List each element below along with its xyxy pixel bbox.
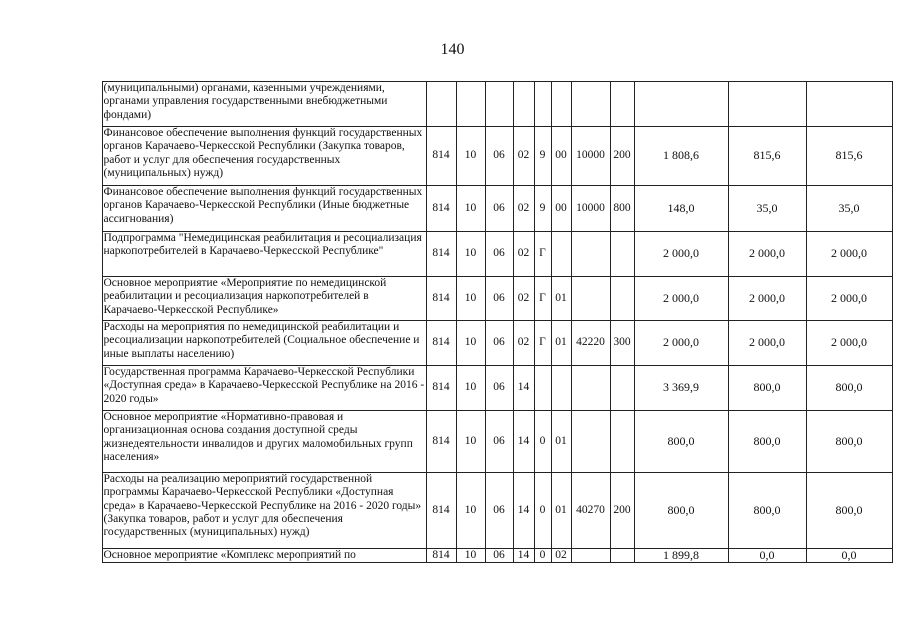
ved-cell: 814 [426,473,456,549]
ved-cell: 814 [426,127,456,186]
subprogram-code-cell: 0 [534,473,551,549]
amount-year3-cell: 800,0 [806,473,892,549]
expense-type-cell: 200 [610,127,634,186]
table-row [80,232,892,277]
expense-type-cell [610,411,634,473]
subprogram-code-cell [534,82,551,127]
section-cell: 10 [456,127,485,186]
direction-code-cell [571,549,610,563]
program-code-cell: 02 [513,186,534,232]
program-code-cell [513,82,534,127]
amount-year1-cell [634,82,728,127]
section-cell: 10 [456,186,485,232]
subprogram-code-cell: Г [534,277,551,321]
subprogram-code-cell: Г [534,232,551,277]
amount-year1-cell: 148,0 [634,186,728,232]
program-code-cell: 02 [513,127,534,186]
program-code-cell: 14 [513,366,534,411]
description-cell: (муниципальными) органами, казенными учреждениями, органами управления государственными внебюджетными фондами) [102,82,426,127]
table-row [80,366,892,411]
amount-year1-cell: 800,0 [634,411,728,473]
measure-code-cell: 00 [551,186,571,232]
program-code-cell: 14 [513,549,534,563]
description-cell: Финансовое обеспечение выполнения функций государственных органов Карачаево-Черкесской Республики (Иные бюджетные ассигнования) [102,186,426,232]
left-margin-cell [80,321,102,366]
amount-year3-cell [806,82,892,127]
subprogram-code-cell [534,366,551,411]
ved-cell: 814 [426,321,456,366]
table-row [80,277,892,321]
table-row [80,549,892,563]
amount-year1-cell: 2 000,0 [634,321,728,366]
description-cell: Подпрограмма "Немедицинская реабилитация и ресоциализация наркопотребителей в Карачаево-Черкесской Республике" [102,232,426,277]
measure-code-cell [551,232,571,277]
amount-year1-cell: 3 369,9 [634,366,728,411]
left-margin-cell [80,186,102,232]
ved-cell: 814 [426,366,456,411]
program-code-cell: 14 [513,411,534,473]
left-margin-cell [80,82,102,127]
description-cell: Расходы на реализацию мероприятий государственной программы Карачаево-Черкесской Республики «Доступная среда» в Карачаево-Черкесской Республике на 2016 - 2020 годы» (Закупка товаров, работ и услуг для обеспечения государственных (муниципальных) нужд) [102,473,426,549]
measure-code-cell [551,82,571,127]
amount-year2-cell: 800,0 [728,366,806,411]
amount-year3-cell: 800,0 [806,411,892,473]
direction-code-cell [571,411,610,473]
direction-code-cell: 42220 [571,321,610,366]
subsection-cell: 06 [485,186,513,232]
amount-year1-cell: 2 000,0 [634,277,728,321]
budget-table [80,81,893,563]
left-margin-cell [80,277,102,321]
amount-year3-cell: 0,0 [806,549,892,563]
section-cell: 10 [456,321,485,366]
measure-code-cell: 01 [551,473,571,549]
ved-cell [426,82,456,127]
expense-type-cell [610,82,634,127]
table-row [80,186,892,232]
expense-type-cell [610,549,634,563]
subsection-cell: 06 [485,473,513,549]
subsection-cell [485,82,513,127]
amount-year1-cell: 2 000,0 [634,232,728,277]
subprogram-code-cell: 9 [534,186,551,232]
expense-type-cell [610,366,634,411]
table-row [80,127,892,186]
amount-year2-cell: 35,0 [728,186,806,232]
section-cell: 10 [456,549,485,563]
expense-type-cell: 800 [610,186,634,232]
amount-year3-cell: 815,6 [806,127,892,186]
section-cell: 10 [456,277,485,321]
subsection-cell: 06 [485,366,513,411]
subprogram-code-cell: 0 [534,411,551,473]
amount-year1-cell: 800,0 [634,473,728,549]
description-cell: Расходы на мероприятия по немедицинской реабилитации и ресоциализации наркопотребителей (Социальное обеспечение и иные выплаты населению) [102,321,426,366]
description-cell: Основное мероприятие «Нормативно-правовая и организационная основа создания доступной среды жизнедеятельности инвалидов и других маломобильных групп населения» [102,411,426,473]
left-margin-cell [80,473,102,549]
section-cell [456,82,485,127]
ved-cell: 814 [426,232,456,277]
amount-year2-cell [728,82,806,127]
expense-type-cell: 200 [610,473,634,549]
section-cell: 10 [456,473,485,549]
description-cell: Основное мероприятие «Комплекс мероприятий по [102,549,426,563]
subsection-cell: 06 [485,411,513,473]
direction-code-cell: 40270 [571,473,610,549]
expense-type-cell [610,277,634,321]
ved-cell: 814 [426,549,456,563]
amount-year1-cell: 1 899,8 [634,549,728,563]
direction-code-cell: 10000 [571,127,610,186]
amount-year2-cell: 800,0 [728,473,806,549]
ved-cell: 814 [426,277,456,321]
amount-year2-cell: 2 000,0 [728,277,806,321]
subprogram-code-cell: 0 [534,549,551,563]
amount-year2-cell: 0,0 [728,549,806,563]
amount-year3-cell: 2 000,0 [806,232,892,277]
direction-code-cell: 10000 [571,186,610,232]
description-cell: Государственная программа Карачаево-Черкесской Республики «Доступная среда» в Карачаево-Черкесской Республике на 2016 - 2020 годы» [102,366,426,411]
page-number: 140 [440,41,465,58]
amount-year1-cell: 1 808,6 [634,127,728,186]
subsection-cell: 06 [485,321,513,366]
section-cell: 10 [456,366,485,411]
left-margin-cell [80,549,102,563]
table-row [80,321,892,366]
subprogram-code-cell: 9 [534,127,551,186]
expense-type-cell [610,232,634,277]
section-cell: 10 [456,232,485,277]
ved-cell: 814 [426,411,456,473]
measure-code-cell [551,366,571,411]
direction-code-cell [571,82,610,127]
direction-code-cell [571,232,610,277]
program-code-cell: 02 [513,321,534,366]
description-cell: Финансовое обеспечение выполнения функций государственных органов Карачаево-Черкесской Республики (Закупка товаров, работ и услуг для обеспечения государственных (муниципальных) нужд) [102,127,426,186]
table-row [80,473,892,549]
program-code-cell: 14 [513,473,534,549]
left-margin-cell [80,232,102,277]
measure-code-cell: 02 [551,549,571,563]
table-row [80,82,892,127]
amount-year2-cell: 2 000,0 [728,232,806,277]
left-margin-cell [80,411,102,473]
description-cell: Основное мероприятие «Мероприятие по немедицинской реабилитации и ресоциализация наркопотребителей в Карачаево-Черкесской Республике» [102,277,426,321]
measure-code-cell: 00 [551,127,571,186]
table-row [80,411,892,473]
program-code-cell: 02 [513,232,534,277]
subprogram-code-cell: Г [534,321,551,366]
program-code-cell: 02 [513,277,534,321]
subsection-cell: 06 [485,549,513,563]
amount-year2-cell: 2 000,0 [728,321,806,366]
direction-code-cell [571,277,610,321]
subsection-cell: 06 [485,277,513,321]
amount-year3-cell: 2 000,0 [806,321,892,366]
left-margin-cell [80,127,102,186]
amount-year2-cell: 800,0 [728,411,806,473]
subsection-cell: 06 [485,232,513,277]
section-cell: 10 [456,411,485,473]
amount-year3-cell: 35,0 [806,186,892,232]
measure-code-cell: 01 [551,321,571,366]
direction-code-cell [571,366,610,411]
left-margin-cell [80,366,102,411]
measure-code-cell: 01 [551,277,571,321]
amount-year2-cell: 815,6 [728,127,806,186]
subsection-cell: 06 [485,127,513,186]
ved-cell: 814 [426,186,456,232]
measure-code-cell: 01 [551,411,571,473]
amount-year3-cell: 2 000,0 [806,277,892,321]
amount-year3-cell: 800,0 [806,366,892,411]
expense-type-cell: 300 [610,321,634,366]
